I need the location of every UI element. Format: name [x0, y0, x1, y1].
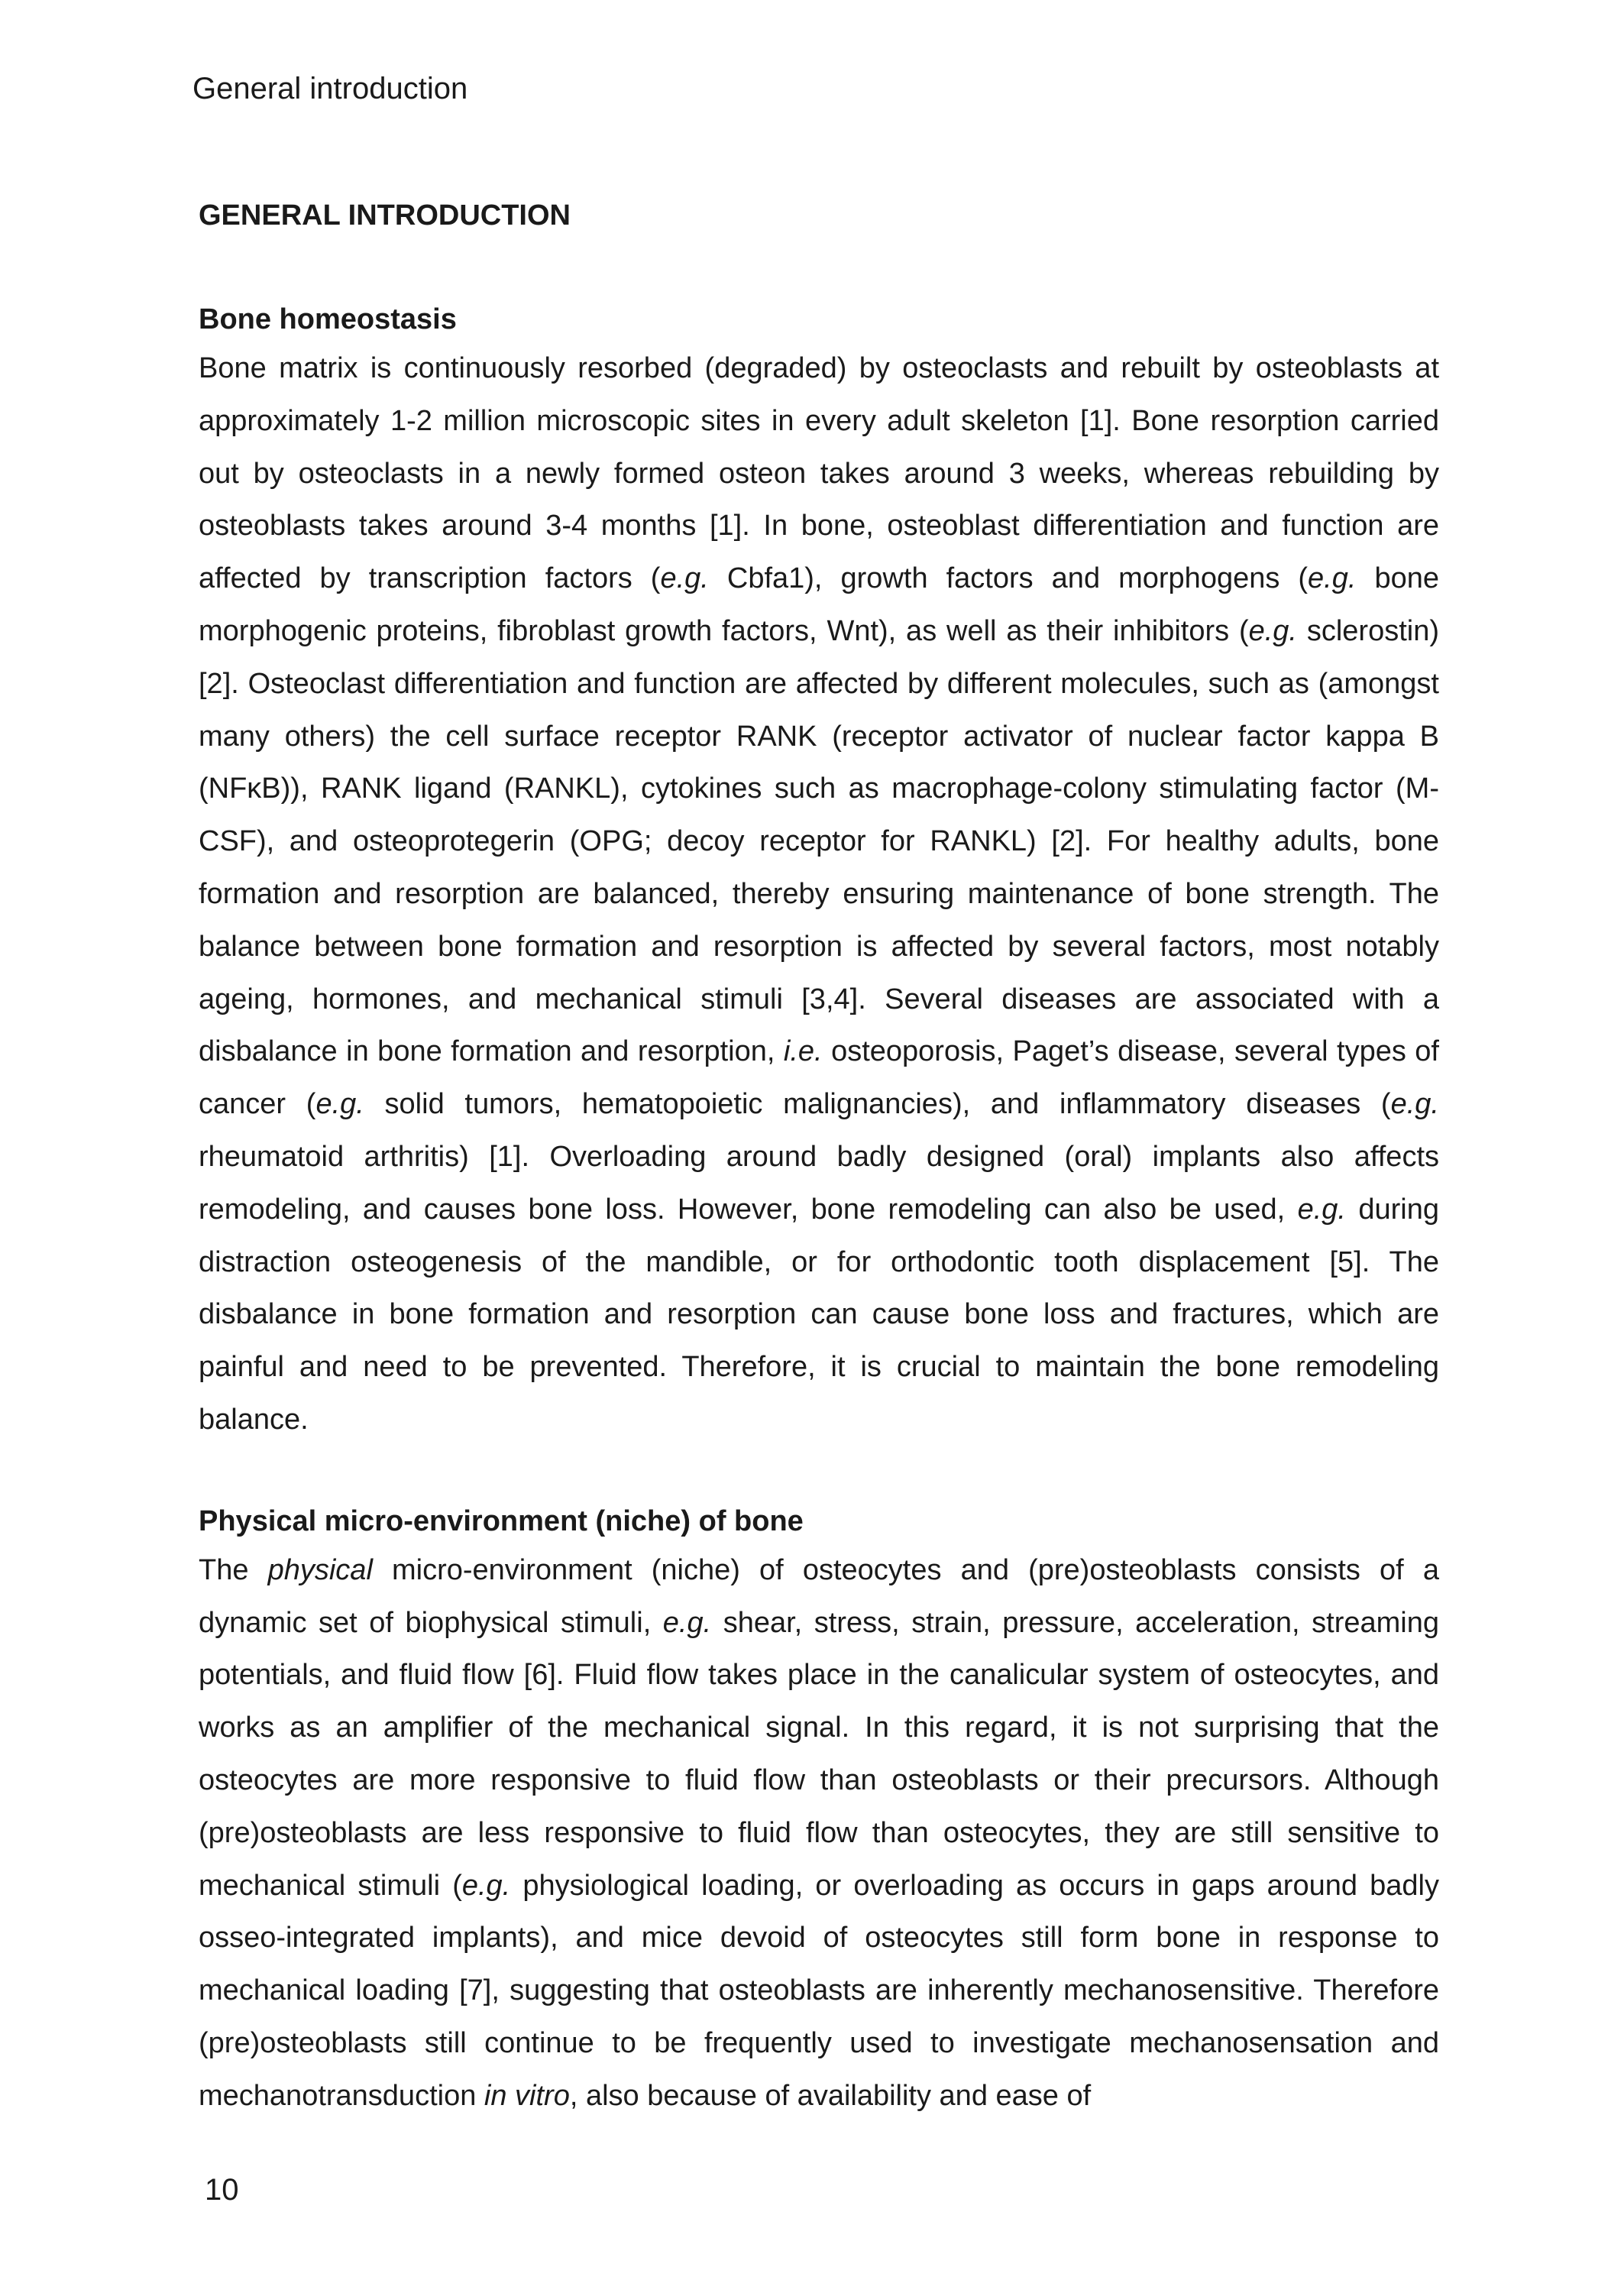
italic-text: i.e. [783, 1035, 823, 1068]
italic-text: e.g. [660, 562, 709, 595]
paragraph-bone-homeostasis [199, 342, 1439, 1446]
text-run: micro-environment (niche) of osteocytes and (pre)osteoblasts consists of a dynamic set of biophysical stimuli, [199, 1553, 1439, 1639]
italic-text: e.g. [1308, 562, 1357, 595]
italic-text: e.g. [1297, 1193, 1346, 1226]
italic-text: e.g. [662, 1606, 712, 1639]
text-run: rheumatoid arthritis) [1]. Overloading around badly designed (oral) implants also affects remodeling, and causes bone loss. However, bone remodeling can also be used, [199, 1140, 1439, 1226]
section-heading-bone-homeostasis: Bone homeostasis [199, 303, 457, 335]
paragraph-physical-niche [199, 1544, 1439, 2123]
text-run: Cbfa1), growth factors and morphogens ( [708, 562, 1309, 595]
page-content [199, 193, 1439, 2123]
running-header: General introduction [192, 72, 468, 105]
italic-text: e.g. [1390, 1088, 1439, 1121]
italic-text: e.g. [1248, 614, 1297, 647]
text-run: bone morphogenic proteins, fibroblast growth factors, Wnt), as well as their inhibitors ( [199, 562, 1440, 647]
page-number: 10 [205, 2173, 239, 2207]
text-run: shear, stress, strain, pressure, acceleration, streaming potentials, and fluid flow [6]. Fluid flow takes place in the canalicular system of osteocytes, and works as an amplifier of the mechanical signal. In this regard, it is not surprising that the osteocytes are more responsive to fluid flow than osteoblasts or their precursors. Although (pre)osteoblasts are less responsive to fluid flow than osteocytes, they are still sensitive to mechanical stimuli ( [199, 1606, 1439, 1902]
italic-text: in vitro [484, 2079, 570, 2112]
text-run: sclerostin) [2]. Osteoclast differentiation and function are affected by different molecules, such as (amongst many others) the cell surface receptor RANK (receptor activator of nuclear factor kappa B (NFκB)), RANK ligand (RANKL), cytokines such as macrophage-colony stimulating factor (M-CSF), and osteoprotegerin (OPG; decoy receptor for RANKL) [2]. For healthy adults, bone formation and resorption are balanced, thereby ensuring maintenance of bone strength. The balance between bone formation and resorption is affected by several factors, most notably ageing, hormones, and mechanical stimuli [3,4]. Several diseases are associated with a disbalance in bone formation and resorption, [199, 614, 1439, 1068]
section-gap [199, 1446, 1439, 1498]
text-run: during distraction osteogenesis of the mandible, or for orthodontic tooth displacement [5]. The disbalance in bone formation and resorption can cause bone loss and fractures, which are painful and need to be prevented. Therefore, it is crucial to maintain the bone remodeling balance. [199, 1193, 1439, 1436]
section-heading-physical-niche: Physical micro-environment (niche) of bone [199, 1504, 804, 1537]
text-run: , also because of availability and ease of [569, 2079, 1092, 2112]
italic-text: e.g. [461, 1869, 511, 1902]
text-run: solid tumors, hematopoietic malignancies), and inflammatory diseases ( [364, 1088, 1391, 1121]
text-run: osteoporosis, Paget’s disease, several types of cancer ( [199, 1035, 1439, 1121]
text-run: The [199, 1553, 268, 1586]
text-run: physiological loading, or overloading as occurs in gaps around badly osseo-integrated implants), and mice devoid of osteocytes still form bone in response to mechanical loading [7], suggesting that osteoblasts are inherently mechanosensitive. Therefore (pre)osteoblasts still continue to be frequently used to investigate mechanosensation and mechanotransduction [199, 1869, 1439, 2112]
italic-text: e.g. [315, 1088, 364, 1121]
italic-text: physical [267, 1553, 373, 1586]
text-run: Bone matrix is continuously resorbed (degraded) by osteoclasts and rebuilt by osteoblasts at approximately 1-2 million microscopic sites in every adult skeleton [1]. Bone resorption carried out by osteoclasts in a newly formed osteon takes around 3 weeks, whereas rebuilding by osteoblasts takes around 3-4 months [1]. In bone, osteoblast differentiation and function are affected by transcription factors ( [199, 352, 1439, 595]
page-title: GENERAL INTRODUCTION [199, 199, 571, 232]
